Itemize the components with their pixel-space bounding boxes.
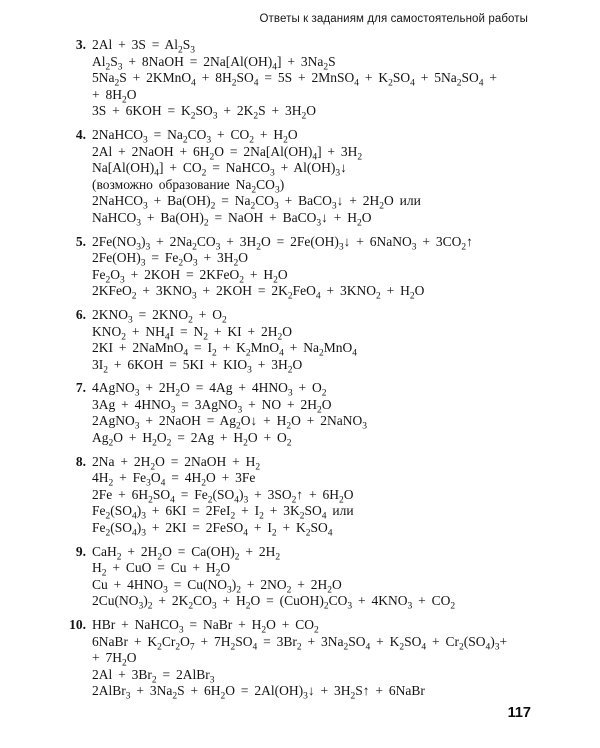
answer-item: [58, 127, 560, 227]
equation-line: 4AgNO$_3$ + $2H_2O = 4Ag + 4HNO_3 + O_2$: [92, 380, 327, 399]
item-lines: [92, 544, 560, 610]
equation-line: $2Fe(NO_3)_3 + 2Na_2CO_3 + 3H_2O$ = $2Fe(OH)_3↓$ + 6NaNO$_3$ + $3CO_2↑$: [92, 233, 473, 253]
answer-item: [58, 544, 560, 610]
equation-line: 2AlBr$_3$ + $3Na_2S + 6H_2O$ = $2Al(OH)_3↓$ + $3H_2S↑$ + 6NaBr: [92, 683, 425, 702]
equation-line: $Fe_2O_3 + 2KOH$ = 2KFeO$_2$ + $H_2O$: [92, 266, 288, 286]
item-number: 8.: [75, 453, 86, 469]
equation-line: $2Al + 3S = Al_2S_3$: [92, 37, 196, 56]
answer-item: [58, 454, 560, 537]
equation-line: $Al_2S_3$ + 8NaOH = $2Na[Al(OH)_4] + 3Na_2S$: [92, 53, 336, 73]
running-header: Ответы к заданиям для самостоятельной работы: [259, 13, 528, 25]
answer-item: [58, 37, 560, 120]
equation-line: $3S + 6KOH = K_2SO_3 + 2K_2S + 3H_2O$: [92, 103, 316, 122]
equation-line: $Fe_2(SO_4)_3 + 2KI$ = 2FeSO$_4$ + $I_2 + K_2SO_4$: [92, 520, 333, 539]
answers-list: [58, 37, 560, 700]
item-lines: [92, 306, 560, 376]
answer-item: [58, 234, 560, 300]
item-number: 4.: [75, 126, 86, 142]
equation-line: $5Na_2S$ + 2KMnO$_4$ + $8H_2SO_4 = 5S$ + 2MnSO$_4$ + $K_2SO_4 + 5Na_2SO_4$ +: [92, 70, 498, 89]
equation-line: $2Fe + 6H_2SO_4 = Fe_2(SO_4)_3$ + $3SO_2↑ + 6H_2O$: [92, 486, 354, 506]
item-number: 7.: [75, 380, 86, 396]
equation-line: $3Ag + 4HNO_3$ = 3AgNO$_3$ + NO + $2H_2O$: [92, 396, 332, 416]
equation-line: $KNO_2 + NH_4I = N_2$ + KI + $2H_2O$: [92, 323, 292, 342]
equation-line: HBr + NaHCO$_3$ = NaBr + $H_2O + CO_2$: [92, 617, 319, 636]
equation-line: $2Fe(OH)_3 = Fe_2O_3 + 3H_2O$: [92, 250, 248, 269]
item-number: 9.: [75, 543, 86, 559]
equation-line: $4H_2 + Fe_3O_4 = 4H_2O + 3Fe$: [92, 470, 256, 489]
equation-line: 2AgNO$_3$ + 2NaOH = $Ag_2O↓ + H_2O$ + 2NaNO$_3$: [92, 413, 367, 432]
equation-line: (возможно образование $Na_2CO_3$): [92, 176, 285, 196]
answer-item: [58, 380, 560, 449]
equation-line: $3I_2 + 6KOH = 5KI + KIO_3 + 3H_2O$: [92, 356, 303, 376]
equation-line: 2KI + 2NaMnO$_4$ = $I_2 + K_2MnO_4 + Na_2MnO_4$: [92, 340, 357, 359]
equation-line: 2Al + 2NaOH + $6H_2O = 2Na[Al(OH)_4] + 3H_2$: [92, 143, 363, 163]
equation-line: $Ag_2O + H_2O_2 = 2Ag + H_2O + O_2$: [92, 430, 292, 449]
item-number: 5.: [75, 233, 86, 249]
equation-line: 2KFeO$_2$ + $3KNO_3 + 2KOH = 2K_2FeO_4 + 3KNO_2 + H_2O$: [92, 283, 425, 302]
equation-line: $2Na + 2H_2O$ = 2NaOH + $H_2$: [92, 453, 261, 473]
equation-line: 6NaBr + $K_2Cr_2O_7 + 7H_2SO_4 = 3Br_2 + 3Na_2SO_4 + K_2SO_4 + Cr_2(SO_4)_3+$: [92, 633, 508, 653]
equation-line: 2NaHCO$_3$ = $Na_2CO_3 + CO_2 + H_2O$: [92, 126, 298, 146]
equation-line: + $8H_2O$: [92, 86, 137, 106]
equation-line: 2NaHCO$_3$ + $Ba(OH)_2 = Na_2CO_3$ + BaCO$_3$↓ + $2H_2O$ или: [92, 193, 421, 212]
answer-item: [58, 617, 560, 700]
item-number: 10.: [69, 617, 86, 632]
equation-line: $Fe_2(SO_4)_3 + 6KI = 2FeI_2 + I_2 + 3K_2SO_4$ или: [92, 503, 354, 522]
equation-line: $2Cu(NO_3)_2 + 2K_2CO_3 + H_2O$ = $(CuOH)_2CO_3 + 4KNO_3 + CO_2$: [92, 593, 456, 612]
item-lines: [92, 454, 560, 537]
equation-line: $Cu + 4HNO_3 = Cu(NO_3)_2 + 2NO_2 + 2H_2O$: [92, 576, 342, 596]
page-number: 117: [507, 705, 531, 721]
item-number: 6.: [75, 306, 86, 322]
item-lines: [92, 37, 560, 120]
equation-line: $H_2$ + CuO = $Cu + H_2O$: [92, 560, 231, 579]
item-lines: [92, 127, 560, 227]
equation-line: $CaH_2 + 2H_2O = Ca(OH)_2 + 2H_2$: [92, 543, 281, 563]
item-number: 3.: [75, 37, 86, 52]
item-lines: [92, 617, 560, 700]
equation-line: $Na[Al(OH)_4] + CO_2$ = NaHCO$_3$ + $Al(OH)_3↓$: [92, 160, 347, 179]
item-lines: [92, 380, 560, 449]
answer-item: [58, 306, 560, 376]
item-lines: [92, 234, 560, 300]
equation-line: NaHCO$_3$ + $Ba(OH)_2$ = NaOH + BaCO$_3$↓ + $H_2O$: [92, 209, 372, 229]
equation-line: + $7H_2O$: [92, 650, 137, 669]
equation-line: $2Al + 3Br_2$ = 2AlBr$_3$: [92, 666, 215, 686]
equation-line: $2KNO_3 = 2KNO_2 + O_2$: [92, 306, 227, 326]
